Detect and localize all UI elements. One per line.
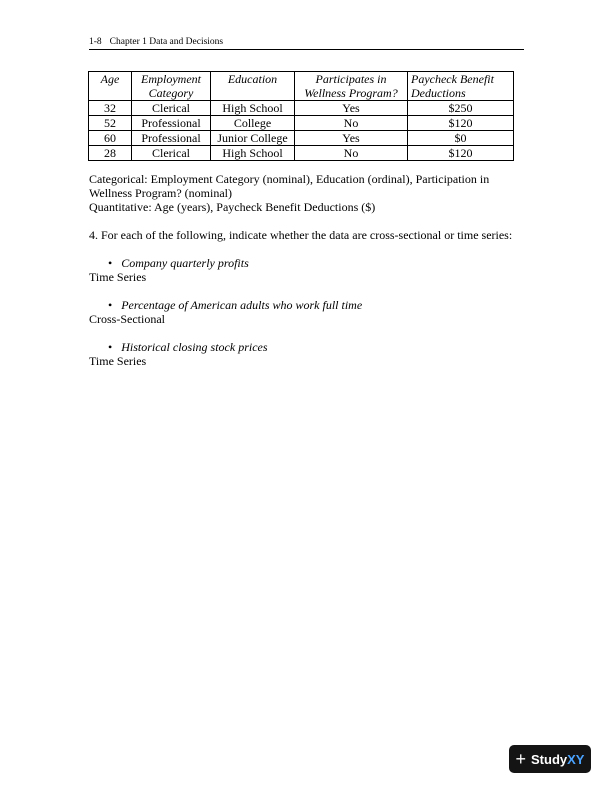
plus-icon: +: [515, 749, 527, 769]
bullet-prompt: Percentage of American adults who work full time: [121, 298, 363, 312]
table-header-row: [89, 72, 514, 101]
categorical-paragraph: [89, 172, 519, 214]
bullet-icon: •: [108, 340, 113, 354]
cell-education: College: [211, 116, 295, 131]
table-row: [89, 131, 514, 146]
bullet-item: [108, 340, 268, 354]
cell-deductions: $120: [408, 116, 514, 131]
page-header: [89, 37, 524, 50]
table-row: [89, 116, 514, 131]
table-row: [89, 101, 514, 116]
bullet-item: [108, 298, 362, 312]
bullet-answer: Time Series: [89, 270, 147, 284]
cell-education: Junior College: [211, 131, 295, 146]
cell-deductions: $250: [408, 101, 514, 116]
page-number: 1-8: [89, 37, 102, 47]
bullet-icon: •: [108, 256, 113, 270]
cell-age: 52: [89, 116, 132, 131]
cell-education: High School: [211, 146, 295, 161]
cell-education: High School: [211, 101, 295, 116]
column-header-employment-category: Employment Category: [132, 72, 211, 101]
quantitative-line: Quantitative: Age (years), Paycheck Benefit Deductions ($): [89, 200, 376, 214]
cell-employment: Clerical: [132, 101, 211, 116]
column-header-deductions: Paycheck Benefit Deductions: [408, 72, 514, 101]
bullet-answer: Time Series: [89, 354, 147, 368]
question-text: 4. For each of the following, indicate whether the data are cross-sectional or time series:: [89, 228, 513, 242]
cell-deductions: $0: [408, 131, 514, 146]
column-header-education: Education: [211, 72, 295, 101]
column-header-wellness: Participates in Wellness Program?: [295, 72, 408, 101]
cell-employment: Professional: [132, 116, 211, 131]
cell-employment: Professional: [132, 131, 211, 146]
brand-name: Study: [531, 751, 568, 767]
cell-wellness: Yes: [295, 131, 408, 146]
cell-employment: Clerical: [132, 146, 211, 161]
bullet-prompt: Historical closing stock prices: [121, 340, 268, 354]
cell-age: 28: [89, 146, 132, 161]
bullet-answer: Cross-Sectional: [89, 312, 165, 326]
categorical-line-2: Wellness Program? (nominal): [89, 186, 232, 200]
categorical-line-1: Categorical: Employment Category (nominal), Education (ordinal), Participation in: [89, 172, 490, 186]
data-table: [88, 71, 514, 161]
bullet-prompt: Company quarterly profits: [121, 256, 249, 270]
cell-age: 32: [89, 101, 132, 116]
cell-wellness: Yes: [295, 101, 408, 116]
studyxy-badge[interactable]: [509, 745, 591, 773]
cell-age: 60: [89, 131, 132, 146]
bullet-item: [108, 256, 249, 270]
cell-wellness: No: [295, 116, 408, 131]
bullet-icon: •: [108, 298, 113, 312]
cell-wellness: No: [295, 146, 408, 161]
column-header-age: Age: [89, 72, 132, 101]
table-row: [89, 146, 514, 161]
brand-accent: XY: [567, 751, 585, 767]
cell-deductions: $120: [408, 146, 514, 161]
chapter-title: Chapter 1 Data and Decisions: [109, 37, 224, 47]
